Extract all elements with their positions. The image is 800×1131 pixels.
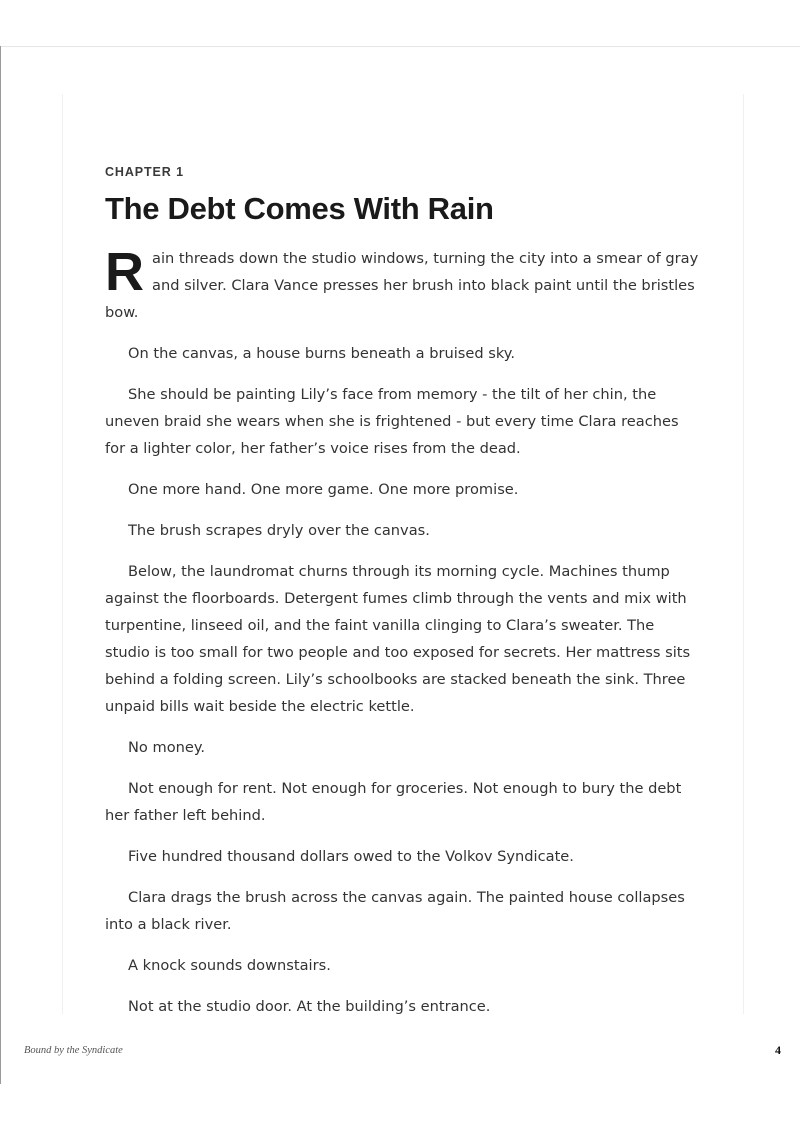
paragraph: Below, the laundromat churns through its morning cycle. Machines thump against the floorboards. Detergent fumes climb through the vents and mix with turpentine, linseed oil, and the faint vanilla clinging to Clara’s sweater. The studio is too small for two people and too exposed for secrets. Her mattress sits behind a folding screen. Lily’s schoolbooks are stacked beneath the sink. Three unpaid bills wait beside the electric kettle. bbox=[105, 563, 691, 715]
paragraph: Clara drags the brush across the canvas again. The painted house collapses into a black river. bbox=[105, 889, 685, 933]
paragraph: Not at the studio door. At the building’s entrance. bbox=[128, 998, 491, 1015]
page-left-edge bbox=[0, 46, 1, 1084]
paragraph: One more hand. One more game. One more promise. bbox=[128, 481, 519, 498]
paragraph: A knock sounds downstairs. bbox=[128, 957, 331, 974]
paragraph: She should be painting Lily’s face from memory - the tilt of her chin, the uneven braid she wears when she is frightened - but every time Clara reaches for a lighter color, her father’s voice rises from the dead. bbox=[105, 386, 679, 457]
paragraph: On the canvas, a house burns beneath a bruised sky. bbox=[128, 345, 516, 362]
first-paragraph-text: ain threads down the studio windows, turning the city into a smear of gray and silver. Clara Vance presses her brush into black paint until the bristles bow. bbox=[105, 250, 699, 321]
top-divider bbox=[0, 46, 800, 47]
paragraph: Not enough for rent. Not enough for groceries. Not enough to bury the debt her father left behind. bbox=[105, 780, 682, 824]
drop-cap: R bbox=[105, 242, 144, 302]
paragraph: The brush scrapes dryly over the canvas. bbox=[128, 522, 430, 539]
footer-book-title: Bound by the Syndicate bbox=[24, 1045, 123, 1056]
page-number: 4 bbox=[775, 1043, 781, 1057]
first-paragraph bbox=[105, 242, 701, 326]
chapter-label: CHAPTER 1 bbox=[105, 165, 184, 179]
chapter-title: The Debt Comes With Rain bbox=[105, 191, 494, 226]
chapter-content bbox=[105, 164, 701, 1034]
paragraph: No money. bbox=[128, 739, 206, 756]
paragraph: Five hundred thousand dollars owed to the Volkov Syndicate. bbox=[128, 848, 574, 865]
